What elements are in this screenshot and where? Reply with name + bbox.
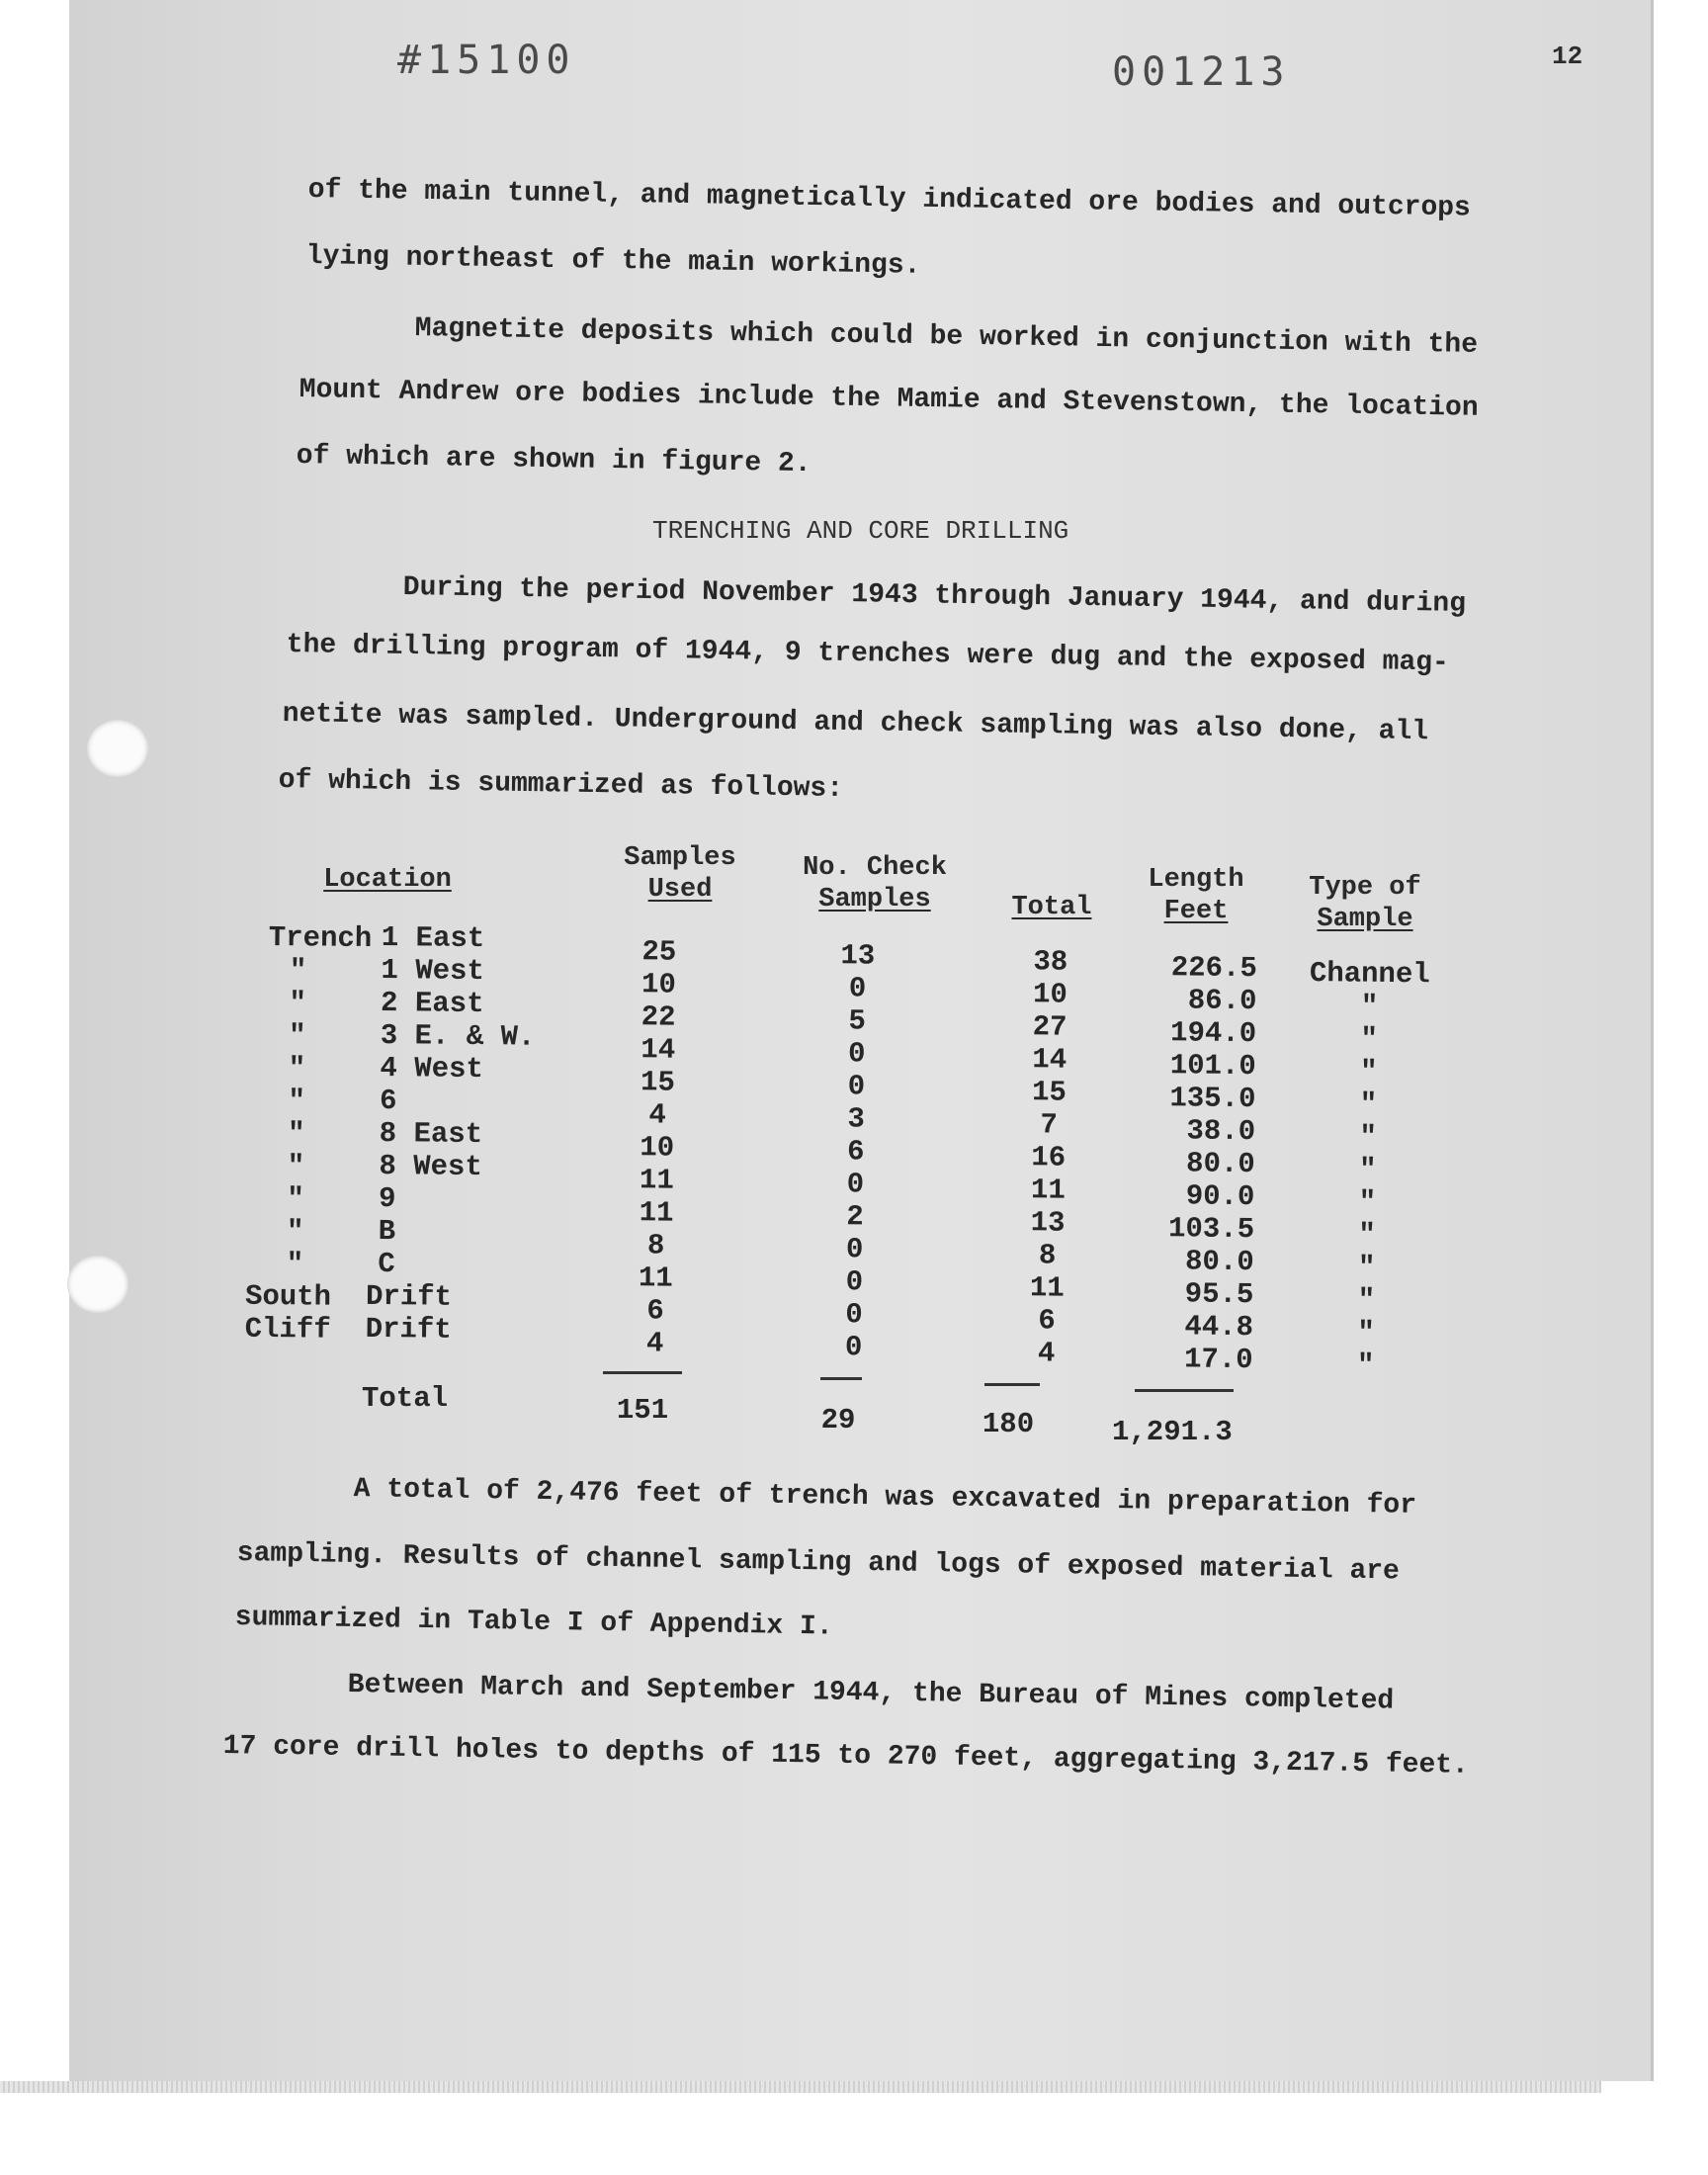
- table-cell: ": [287, 1182, 304, 1216]
- sum-rule: [1135, 1389, 1234, 1392]
- table-cell: ": [288, 1052, 306, 1086]
- table-cell: 4: [648, 1098, 666, 1132]
- paragraph-line: lying northeast of the main workings.: [305, 241, 921, 282]
- total-column: [1002, 945, 1095, 1370]
- column-header-total: Total: [1011, 893, 1092, 922]
- table-cell: 0: [845, 1298, 863, 1332]
- table-cell: 14: [640, 1033, 676, 1067]
- table-cell: Cliff: [244, 1312, 331, 1347]
- table-cell: 0: [848, 972, 867, 1005]
- table-cell: 226.5: [1170, 951, 1257, 986]
- table-cell: 8 West: [379, 1149, 482, 1184]
- table-cell: 15: [1031, 1076, 1068, 1109]
- table-cell: 11: [639, 1164, 674, 1197]
- table-cell: Drift: [365, 1279, 453, 1314]
- binder-hole-upper: [87, 720, 148, 777]
- table-cell: 27: [1032, 1010, 1068, 1044]
- total-row-label: Total: [362, 1382, 449, 1415]
- table-cell: Channel: [1309, 957, 1430, 992]
- table-cell: 90.0: [1185, 1179, 1255, 1214]
- paragraph-line: Mount Andrew ore bodies include the Mamie and Stevenstown, the location: [299, 375, 1479, 424]
- page-number: 12: [1552, 42, 1583, 71]
- binder-hole-lower: [67, 1256, 128, 1313]
- table-cell: 3 E. & W.: [380, 1018, 536, 1054]
- total-samples-used: 151: [616, 1394, 669, 1427]
- table-cell: South: [244, 1279, 332, 1314]
- table-cell: ": [1358, 1218, 1376, 1252]
- paragraph-line: summarized in Table I of Appendix I.: [234, 1603, 833, 1643]
- table-cell: 135.0: [1169, 1082, 1256, 1116]
- paragraph-line: of which are shown in figure 2.: [296, 441, 811, 480]
- total-total: 180: [982, 1408, 1035, 1440]
- column-header-sample-type: Type of Sample: [1309, 873, 1421, 934]
- column-header-check-samples: No. Check Samples: [803, 853, 947, 914]
- check-samples-column: [814, 939, 897, 1364]
- table-cell: 22: [640, 1000, 676, 1034]
- sum-rule: [820, 1377, 862, 1380]
- table-cell: 0: [847, 1070, 866, 1103]
- location-name-column: [365, 921, 550, 1348]
- table-cell: 86.0: [1187, 984, 1257, 1018]
- table-cell: 103.5: [1167, 1212, 1255, 1247]
- paragraph-line: of which is summarized as follows:: [278, 765, 844, 805]
- column-header-length: Length Feet: [1148, 865, 1244, 926]
- table-cell: 10: [1032, 978, 1068, 1011]
- table-cell: 1 West: [381, 953, 485, 989]
- table-cell: 0: [847, 1037, 866, 1071]
- table-cell: 4 West: [380, 1051, 484, 1087]
- paragraph-line: A total of 2,476 feet of trench was excavated in preparation for: [353, 1474, 1417, 1522]
- table-cell: 6: [846, 1135, 865, 1169]
- section-heading: TRENCHING AND CORE DRILLING: [652, 516, 1069, 546]
- table-cell: 6: [379, 1084, 397, 1118]
- table-cell: 10: [640, 1131, 675, 1165]
- table-cell: C: [378, 1247, 395, 1281]
- table-cell: ": [1359, 1055, 1378, 1088]
- table-cell: 17.0: [1183, 1343, 1253, 1377]
- table-cell: ": [1358, 1153, 1377, 1186]
- table-cell: 0: [846, 1168, 865, 1201]
- table-cell: 5: [848, 1004, 867, 1038]
- table-cell: Trench: [268, 921, 373, 956]
- paragraph-line: of the main tunnel, and magnetically indicated ore bodies and outcrops: [307, 175, 1472, 224]
- samples-used-column: [611, 935, 704, 1360]
- table-cell: 6: [1038, 1304, 1056, 1338]
- table-cell: ": [289, 954, 307, 988]
- table-cell: 10: [640, 968, 677, 1001]
- table-cell: 11: [638, 1262, 673, 1295]
- table-cell: 13: [1030, 1206, 1066, 1240]
- column-header-samples-used: Samples Used: [624, 843, 736, 905]
- table-cell: 4: [645, 1327, 664, 1360]
- table-cell: 1 East: [381, 921, 485, 956]
- table-cell: 13: [840, 939, 876, 973]
- table-cell: 3: [847, 1102, 865, 1136]
- document-id-stamp: #15100: [397, 38, 576, 83]
- table-cell: ": [286, 1248, 304, 1281]
- table-cell: 38: [1033, 945, 1068, 979]
- sum-rule: [603, 1371, 682, 1374]
- table-cell: 9: [378, 1181, 396, 1216]
- table-cell: 15: [640, 1066, 676, 1099]
- scan-edge: [0, 2081, 1601, 2093]
- serial-number-stamp: 001213: [1112, 49, 1291, 95]
- table-cell: 25: [641, 935, 677, 969]
- paragraph-line: sampling. Results of channel sampling and logs of exposed material are: [236, 1538, 1401, 1588]
- table-cell: ": [288, 1085, 305, 1118]
- table-cell: 7: [1040, 1108, 1058, 1142]
- table-cell: 11: [1029, 1271, 1065, 1305]
- table-cell: 194.0: [1169, 1016, 1257, 1051]
- table-cell: ": [1356, 1348, 1375, 1382]
- table-cell: 6: [646, 1294, 664, 1328]
- table-cell: 4: [1037, 1337, 1056, 1370]
- table-cell: 0: [845, 1265, 864, 1299]
- table-cell: ": [286, 1215, 304, 1249]
- table-cell: ": [1357, 1283, 1376, 1317]
- total-length-feet: 1,291.3: [1112, 1416, 1233, 1448]
- table-cell: 8: [1038, 1239, 1057, 1272]
- column-header-location: Location: [323, 865, 452, 895]
- table-cell: 101.0: [1169, 1049, 1256, 1084]
- table-cell: B: [378, 1214, 396, 1249]
- length-feet-column: [1143, 951, 1257, 1376]
- table-cell: ": [287, 1150, 305, 1183]
- paragraph-line: netite was sampled. Underground and check sampling was also done, all: [282, 699, 1429, 748]
- paragraph-line: the drilling program of 1944, 9 trenches were dug and the exposed mag-: [286, 630, 1450, 679]
- table-cell: 95.5: [1184, 1277, 1254, 1312]
- table-cell: ": [1360, 1022, 1379, 1056]
- table-cell: 11: [1030, 1174, 1066, 1207]
- table-cell: 80.0: [1184, 1245, 1254, 1279]
- table-cell: 0: [844, 1331, 863, 1364]
- paragraph-line: Between March and September 1944, the Bureau of Mines completed: [347, 1670, 1395, 1717]
- table-cell: ": [289, 987, 307, 1020]
- location-prefix-column: [244, 921, 378, 1347]
- table-cell: ": [1359, 1088, 1378, 1121]
- table-cell: 8: [646, 1229, 665, 1262]
- table-cell: ": [1357, 1316, 1375, 1349]
- table-cell: 80.0: [1185, 1147, 1255, 1181]
- sample-type-column: [1297, 957, 1439, 1382]
- table-cell: ": [1358, 1185, 1377, 1219]
- table-cell: 14: [1032, 1043, 1068, 1077]
- table-cell: 11: [639, 1196, 674, 1230]
- table-cell: ": [288, 1019, 306, 1053]
- paragraph-line: During the period November 1943 through January 1944, and during: [402, 572, 1467, 620]
- table-cell: 38.0: [1186, 1114, 1256, 1149]
- paragraph-line: Magnetite deposits which could be worked in conjunction with the: [414, 313, 1479, 361]
- table-cell: ": [1357, 1251, 1376, 1284]
- table-cell: ": [287, 1117, 305, 1151]
- paragraph-line: 17 core drill holes to depths of 115 to 270 feet, aggregating 3,217.5 feet.: [222, 1731, 1470, 1782]
- table-cell: 44.8: [1184, 1310, 1254, 1345]
- table-cell: 0: [845, 1233, 864, 1266]
- total-check-samples: 29: [820, 1404, 856, 1436]
- table-cell: Drift: [365, 1312, 452, 1347]
- table-cell: 16: [1031, 1141, 1067, 1174]
- table-cell: 2 East: [380, 986, 484, 1021]
- table-cell: ": [1359, 1120, 1377, 1154]
- sum-rule: [984, 1383, 1040, 1386]
- table-cell: 8 East: [379, 1116, 483, 1152]
- table-cell: ": [1360, 990, 1379, 1023]
- table-cell: 2: [846, 1200, 864, 1234]
